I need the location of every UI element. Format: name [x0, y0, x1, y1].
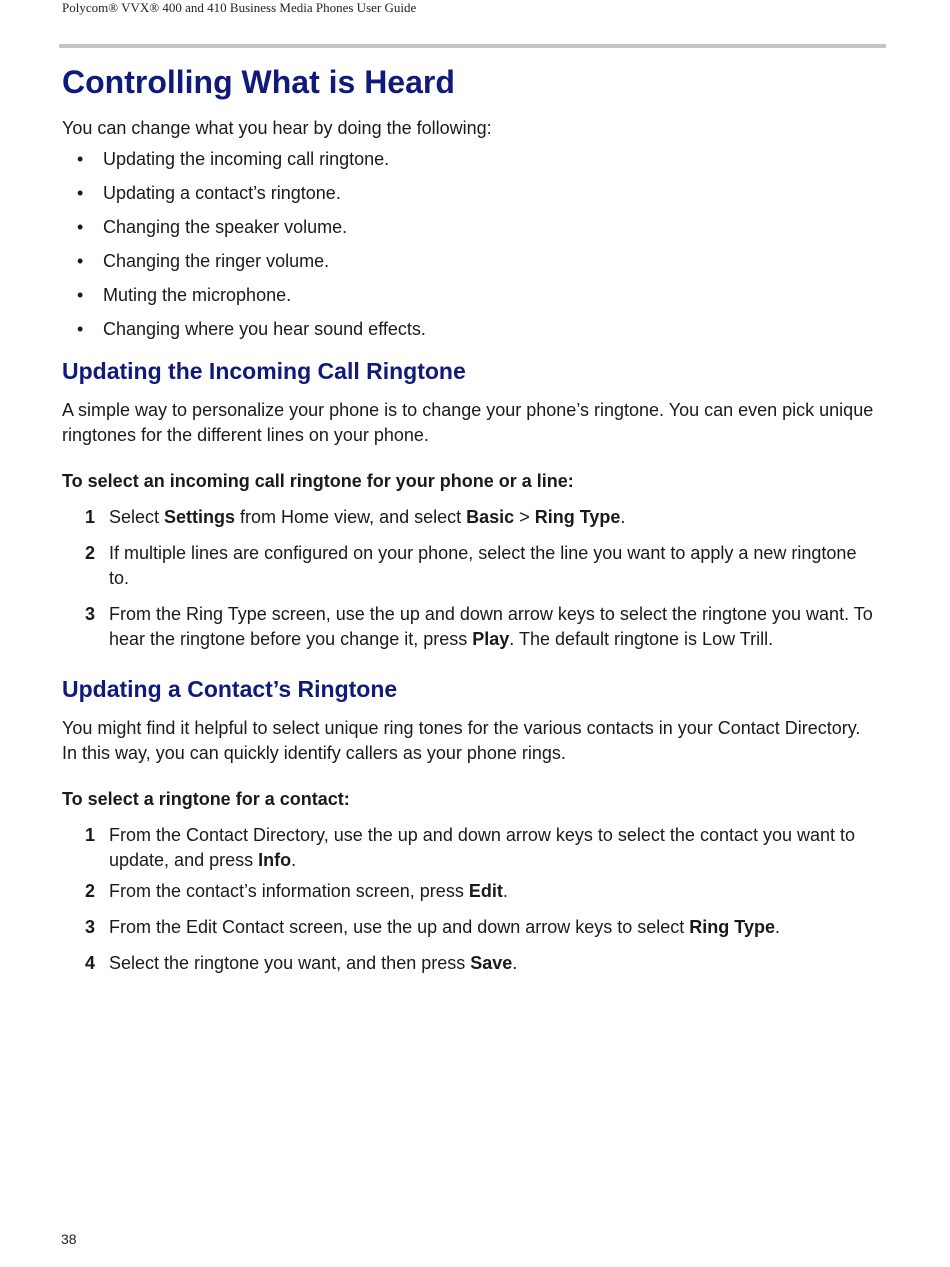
step-item: 2 If multiple lines are configured on your phone, select the line you want to apply a new ringtone to.: [85, 543, 857, 588]
hearing-options-list: [62, 147, 877, 342]
page-content: [62, 60, 877, 976]
step-item: 1 From the Contact Directory, use the up and down arrow keys to select the contact you want to update, and press Info.: [85, 825, 856, 870]
list-item: • Updating a contact’s ringtone.: [62, 181, 877, 206]
step-item: 1 Select Settings from Home view, and select Basic > Ring Type.: [85, 507, 626, 527]
incoming-steps-list: [62, 505, 877, 652]
header-divider: [59, 44, 886, 48]
bullet-icon: •: [77, 183, 84, 203]
contact-ringtone-body: You might find it helpful to select unique ring tones for the various contacts in your Contact Directory. In this way, you can quickly identify callers as your phone rings.: [62, 718, 861, 763]
step-item: 4 Select the ringtone you want, and then press Save.: [85, 953, 518, 973]
list-item: • Changing the ringer volume.: [62, 249, 877, 274]
bullet-icon: •: [77, 285, 84, 305]
bullet-icon: •: [77, 217, 84, 237]
contact-steps-list: [62, 823, 877, 976]
contact-procedure-title: To select a ringtone for a contact:: [62, 789, 350, 809]
list-item: • Changing where you hear sound effects.: [62, 317, 877, 342]
contact-ringtone-heading: Updating a Contact’s Ringtone: [62, 676, 398, 702]
list-item: • Updating the incoming call ringtone.: [62, 147, 877, 172]
section-intro: You can change what you hear by doing the following:: [62, 118, 492, 138]
bullet-icon: •: [77, 319, 84, 339]
page-number: 38: [61, 1231, 77, 1247]
section-title: Controlling What is Heard: [62, 64, 455, 100]
running-header: Polycom® VVX® 400 and 410 Business Media Phones User Guide: [62, 0, 417, 15]
incoming-ringtone-heading: Updating the Incoming Call Ringtone: [62, 358, 466, 384]
list-item: • Muting the microphone.: [62, 283, 877, 308]
bullet-icon: •: [77, 251, 84, 271]
incoming-procedure-title: To select an incoming call ringtone for your phone or a line:: [62, 471, 574, 491]
bullet-icon: •: [77, 149, 84, 169]
step-item: 2 From the contact’s information screen, press Edit.: [85, 881, 508, 901]
list-item: • Changing the speaker volume.: [62, 215, 877, 240]
step-item: 3 From the Ring Type screen, use the up and down arrow keys to select the ringtone you want. To hear the ringtone before you change it, press Play. The default ringtone is Low Trill.: [85, 604, 873, 649]
step-item: 3 From the Edit Contact screen, use the up and down arrow keys to select Ring Type.: [85, 917, 780, 937]
incoming-ringtone-body: A simple way to personalize your phone is to change your phone’s ringtone. You can even pick unique ringtones for the different lines on your phone.: [62, 400, 874, 445]
